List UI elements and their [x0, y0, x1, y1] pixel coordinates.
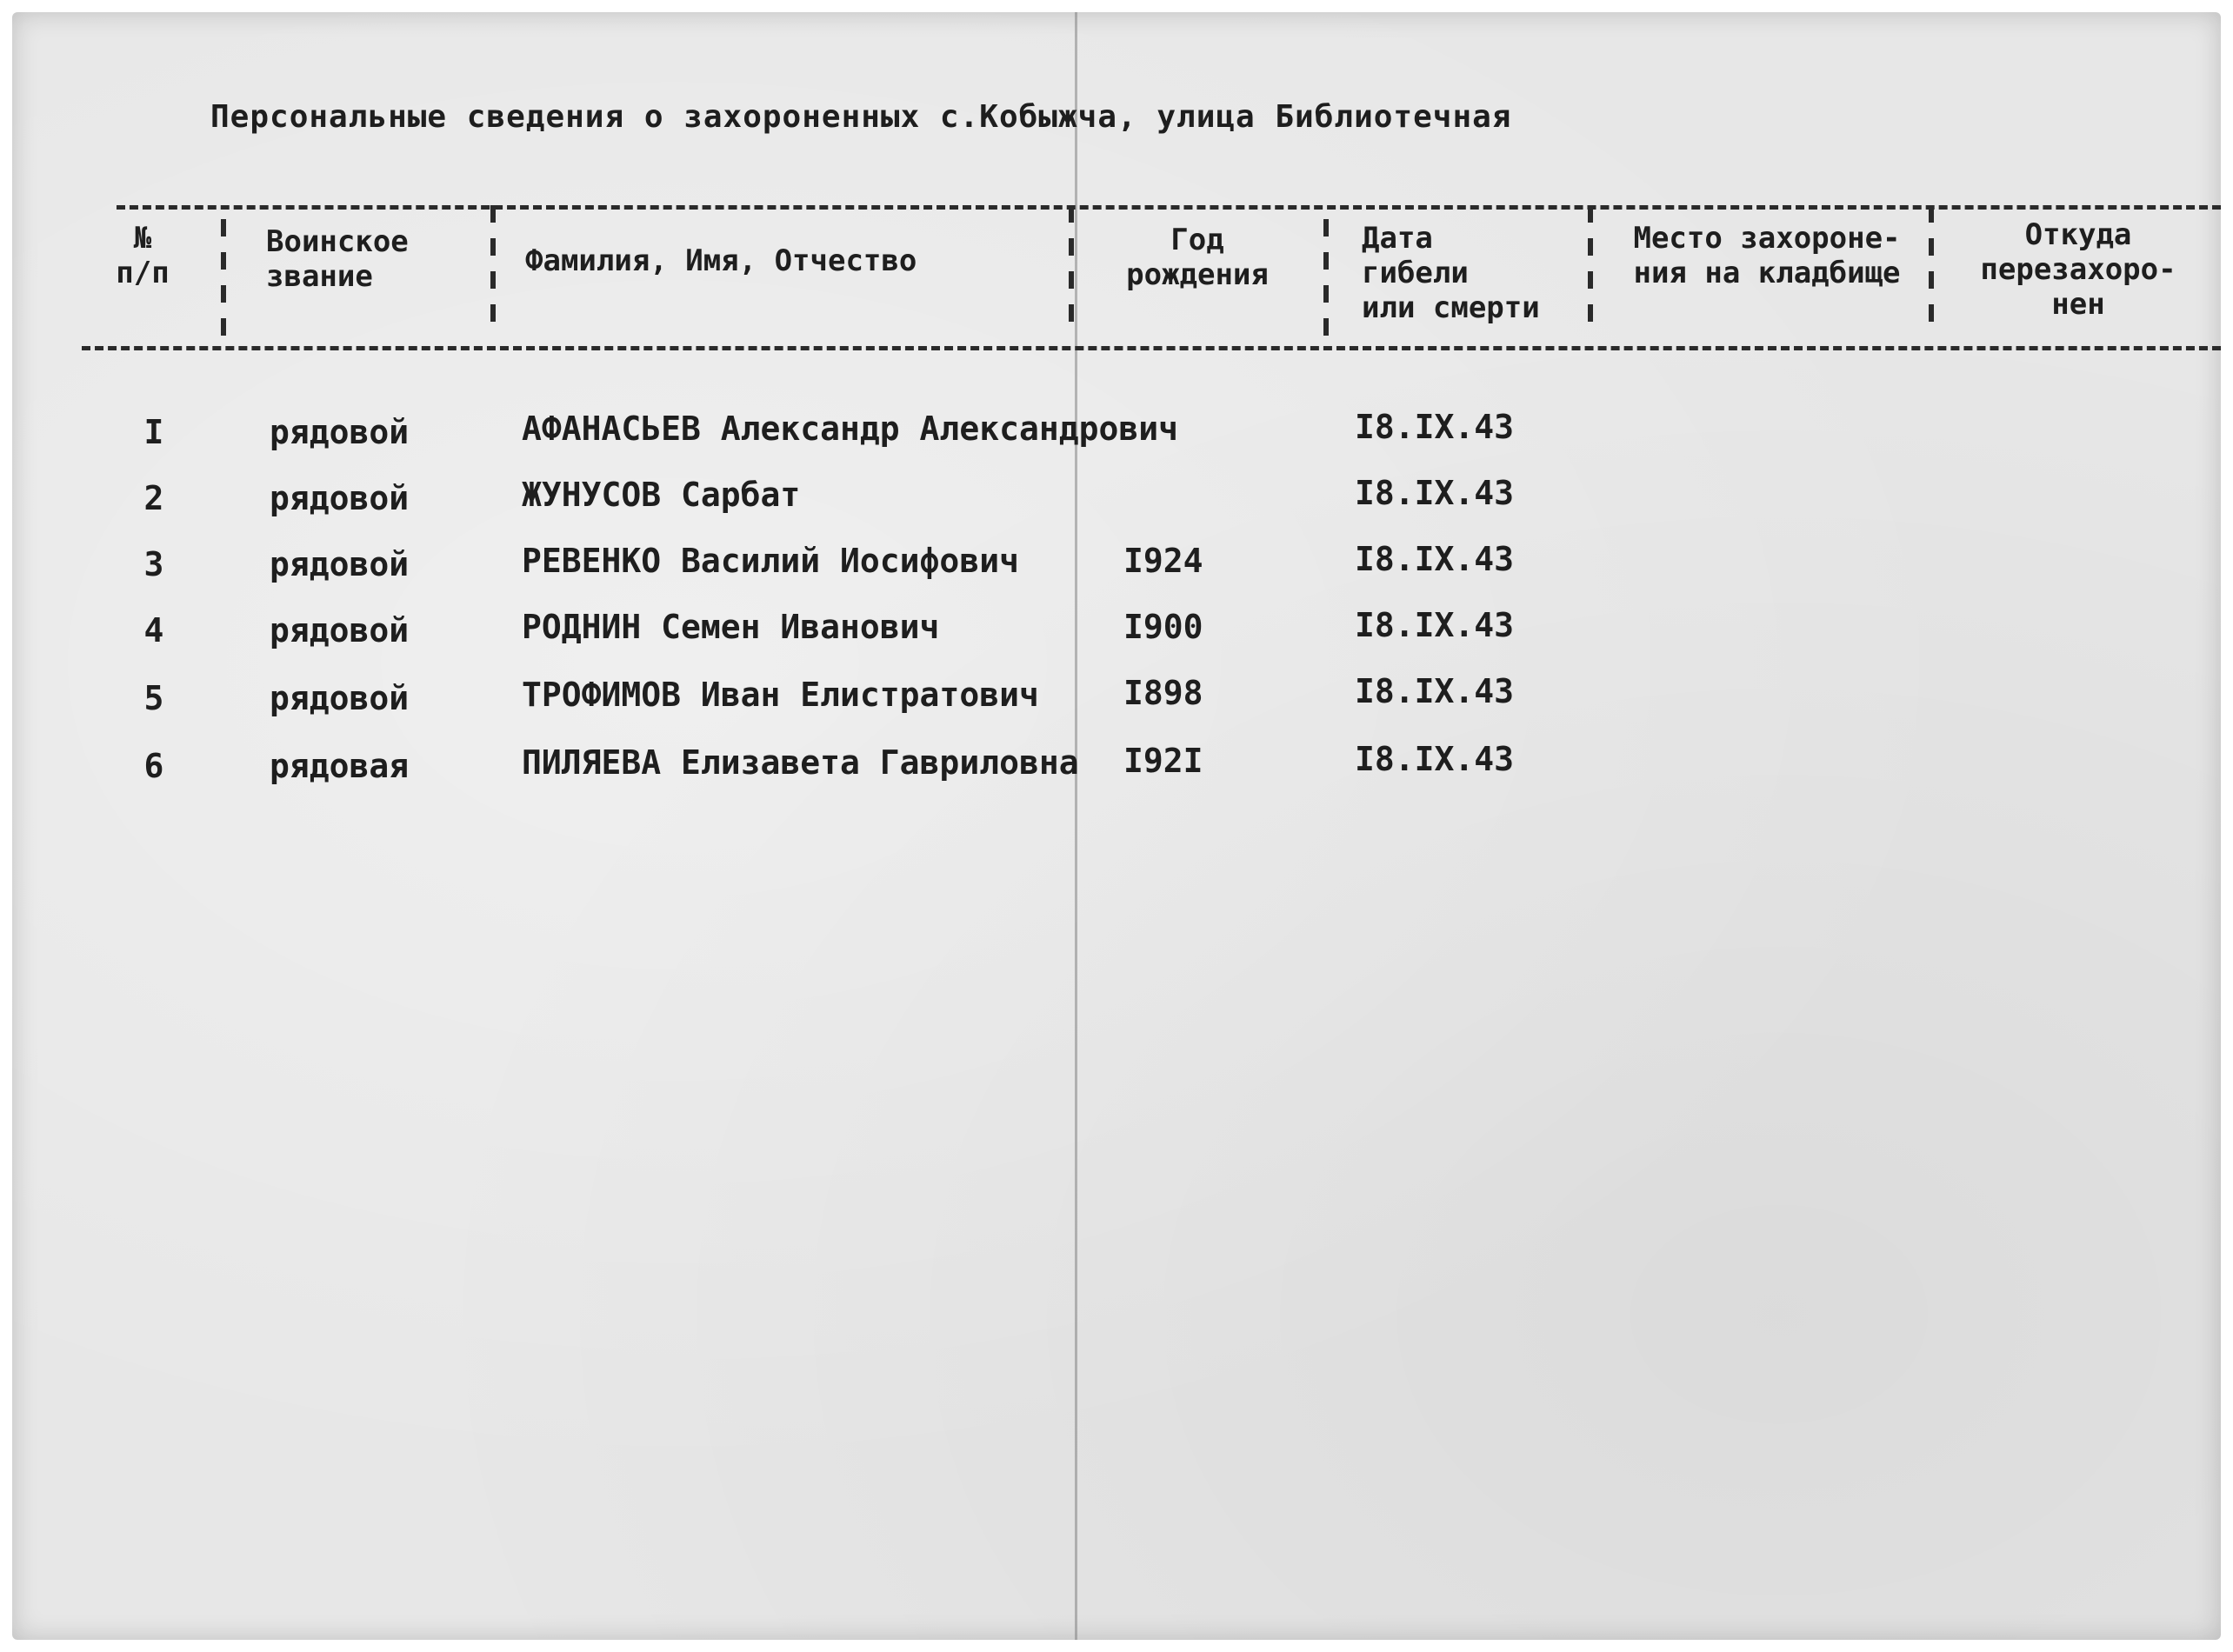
row-rank: рядовой — [270, 679, 410, 717]
row-birth-year: I924 — [1123, 542, 1203, 580]
row-full-name: РЕВЕНКО Василий Иосифович — [522, 542, 1019, 580]
row-full-name: ПИЛЯЕВА Елизавета Гавриловна — [522, 743, 1079, 782]
row-rank: рядовой — [270, 611, 410, 649]
row-num: I — [143, 413, 164, 451]
row-birth-year: I900 — [1123, 608, 1203, 646]
row-death-date: I8.IX.43 — [1355, 672, 1515, 710]
column-separator — [1929, 205, 1934, 327]
row-num: 5 — [143, 679, 164, 717]
paper-fold-line — [1075, 12, 1077, 1640]
row-full-name: АФАНАСЬЕВ Александр Александрович — [522, 410, 1178, 448]
header-death-date: Дата гибели или смерти — [1362, 221, 1540, 325]
row-num: 4 — [143, 611, 164, 649]
row-full-name: РОДНИН Семен Иванович — [522, 608, 940, 646]
header-name: Фамилия, Имя, Отчество — [525, 243, 917, 278]
row-birth-year: I898 — [1123, 674, 1203, 712]
header-birth-year: Год рождения — [1126, 223, 1269, 292]
row-birth-year: I92I — [1123, 742, 1203, 780]
column-separator — [1323, 219, 1329, 341]
document-title: Персональные сведения о захороненных с.Кобыжча, улица Библиотечная — [210, 99, 1512, 135]
header-bottom-rule — [82, 346, 2221, 350]
header-top-rule — [117, 205, 2221, 210]
row-rank: рядовая — [270, 747, 410, 785]
header-burial-place: Место захороне- ния на кладбище — [1633, 221, 1901, 290]
header-rank: Воинское звание — [266, 224, 409, 294]
row-death-date: I8.IX.43 — [1355, 408, 1515, 446]
column-separator — [1588, 205, 1593, 327]
row-num: 3 — [143, 545, 164, 583]
header-reburied-from: Откуда перезахоро- нен — [1980, 217, 2176, 322]
row-full-name: ЖУНУСОВ Сарбат — [522, 476, 801, 514]
row-num: 2 — [143, 479, 164, 517]
document-sheet — [12, 12, 2221, 1640]
row-death-date: I8.IX.43 — [1355, 540, 1515, 578]
row-death-date: I8.IX.43 — [1355, 606, 1515, 644]
column-separator — [490, 205, 496, 327]
row-rank: рядовой — [270, 413, 410, 451]
column-separator — [221, 219, 226, 341]
row-num: 6 — [143, 747, 164, 785]
header-num: № п/п — [116, 221, 170, 290]
row-rank: рядовой — [270, 545, 410, 583]
row-death-date: I8.IX.43 — [1355, 740, 1515, 778]
row-rank: рядовой — [270, 479, 410, 517]
row-full-name: ТРОФИМОВ Иван Елистратович — [522, 676, 1039, 714]
row-death-date: I8.IX.43 — [1355, 474, 1515, 512]
column-separator — [1069, 205, 1074, 327]
